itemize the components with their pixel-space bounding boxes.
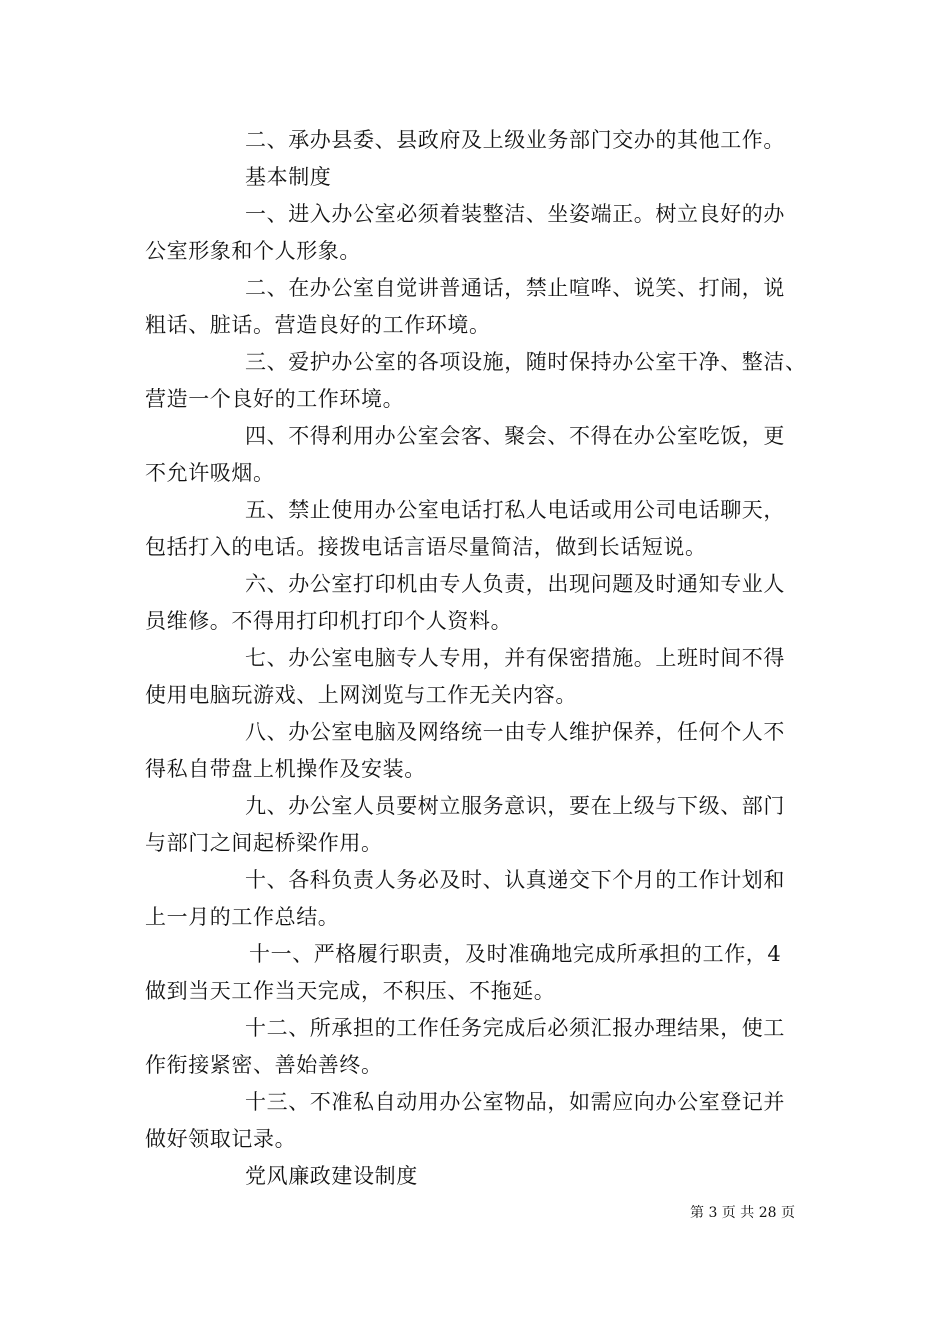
paragraph-line: 公室形象和个人形象。 [145,239,361,263]
paragraph-line: 八、办公室电脑及网络统一由专人维护保养，任何个人不 [245,720,785,744]
paragraph-line: 五、禁止使用办公室电话打私人电话或用公司电话聊天， [245,498,785,522]
paragraph-line: 不允许吸烟。 [145,461,275,485]
paragraph-line: 作衔接紧密、善始善终。 [145,1053,383,1077]
paragraph-line: 员维修。不得用打印机打印个人资料。 [145,609,513,633]
paragraph-line: 十一、严格履行职责，及时准确地完成所承担的工作，4 [249,942,782,966]
paragraph-line: 营造一个良好的工作环境。 [145,387,405,411]
paragraph-line: 二、承办县委、县政府及上级业务部门交办的其他工作。 [245,128,785,152]
paragraph-line: 十、各科负责人务必及时、认真递交下个月的工作计划和 [245,868,785,892]
paragraph-line: 做好领取记录。 [145,1127,297,1151]
paragraph-line: 得私自带盘上机操作及安装。 [145,757,426,781]
paragraph-line: 与部门之间起桥梁作用。 [145,831,383,855]
paragraph-line: 九、办公室人员要树立服务意识，要在上级与下级、部门 [245,794,785,818]
paragraph-line: 七、办公室电脑专人专用，并有保密措施。上班时间不得 [245,646,785,670]
page-number-footer: 第 3 页 共 28 页 [690,1205,795,1221]
paragraph-line: 十二、所承担的工作任务完成后必须汇报办理结果，使工 [245,1016,785,1040]
paragraph-line: 十三、不准私自动用办公室物品，如需应向办公室登记并 [245,1090,785,1114]
section-heading-party-conduct: 党风廉政建设制度 [245,1164,418,1188]
paragraph-line: 上一月的工作总结。 [145,905,340,929]
paragraph-line: 三、爱护办公室的各项设施，随时保持办公室干净、整洁、 [245,350,807,374]
document-body [145,122,825,1195]
paragraph-line: 包括打入的电话。接拨电话言语尽量简洁，做到长话短说。 [145,535,707,559]
paragraph-line: 二、在办公室自觉讲普通话，禁止喧哗、说笑、打闹，说 [245,276,785,300]
paragraph-line: 一、进入办公室必须着装整洁、坐姿端正。树立良好的办 [245,202,785,226]
paragraph-line: 粗话、脏话。营造良好的工作环境。 [145,313,491,337]
paragraph-line: 做到当天工作当天完成，不积压、不拖延。 [145,979,556,1003]
paragraph-line: 六、办公室打印机由专人负责，出现问题及时通知专业人 [245,572,785,596]
paragraph-line: 使用电脑玩游戏、上网浏览与工作无关内容。 [145,683,577,707]
section-heading-basic-rules: 基本制度 [245,165,332,189]
paragraph-line: 四、不得利用办公室会客、聚会、不得在办公室吃饭，更 [245,424,785,448]
